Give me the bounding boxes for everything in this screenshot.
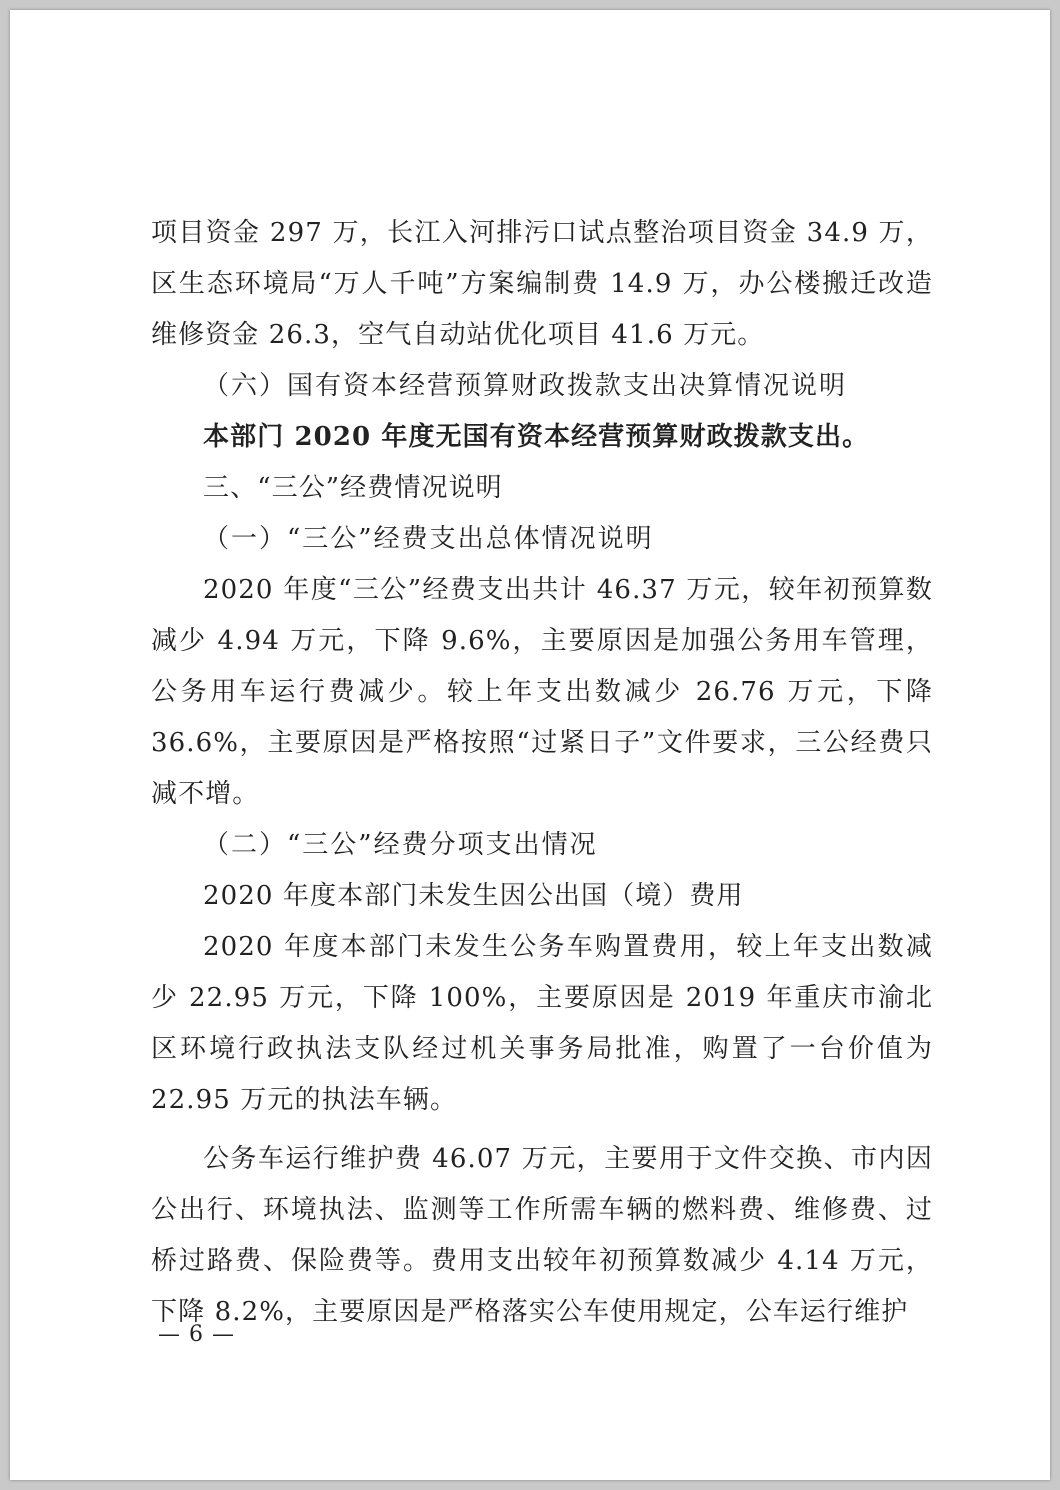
section-heading-state-capital: （六）国有资本经营预算财政拨款支出决算情况说明 [203, 371, 848, 401]
paragraph-vehicle-purchase: 2020 年度本部门未发生公务车购置费用，较上年支出数减少 22.95 万元，下降 100%，主要原因是 2019 年重庆市渝北区环境行政执法支队经过机关事务局批准，购置了一台价值为 22.95 万元的执法车辆。 [151, 932, 933, 1115]
section-heading-three-public: 三、“三公”经费情况说明 [203, 473, 503, 503]
paragraph-no-state-capital: 本部门 2020 年度无国有资本经营预算财政拨款支出。 [203, 422, 870, 452]
paragraph-project-funds: 项目资金 297 万，长江入河排污口试点整治项目资金 34.9 万，区生态环境局“万人千吨”方案编制费 14.9 万，办公楼搬迁改造维修资金 26.3，空气自动站优化项目 41.6 万元。 [151, 218, 933, 350]
paragraph-overseas-travel: 2020 年度本部门未发生因公出国（境）费用 [203, 881, 744, 911]
document-body [151, 208, 933, 1338]
subsection-heading-overall: （一）“三公”经费支出总体情况说明 [203, 524, 654, 554]
document-page [10, 10, 1050, 1480]
paragraph-vehicle-maintenance: 公务车运行维护费 46.07 万元，主要用于文件交换、市内因公出行、环境执法、监测等工作所需车辆的燃料费、维修费、过桥过路费、保险费等。费用支出较年初预算数减少 4.14 万元，下降 8.2%，主要原因是严格落实公车使用规定，公车运行维护 [151, 1144, 933, 1327]
paragraph-overall-spending: 2020 年度“三公”经费支出共计 46.37 万元，较年初预算数减少 4.94 万元，下降 9.6%，主要原因是加强公务用车管理，公务用车运行费减少。较上年支出数减少 26.76 万元，下降 36.6%，主要原因是严格按照“过紧日子”文件要求，三公经费只减不增。 [151, 575, 933, 809]
subsection-heading-itemized: （二）“三公”经费分项支出情况 [203, 830, 598, 860]
page-number: — 6 — [158, 1322, 235, 1347]
